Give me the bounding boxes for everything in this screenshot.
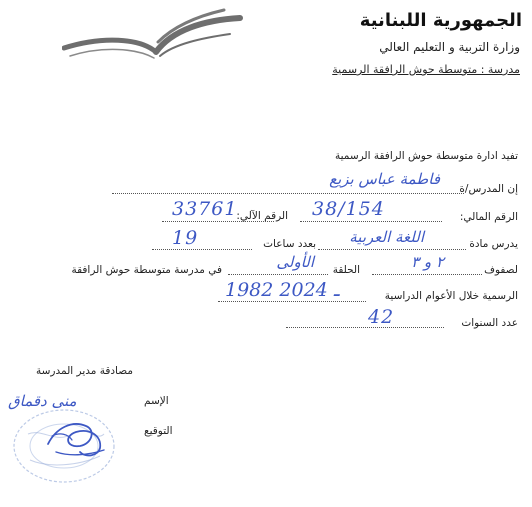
school-header: مدرسة : متوسطة حوش الرافقة الرسمية (332, 63, 520, 76)
computer-number-dotted-line (162, 221, 274, 222)
approval-name-handwritten: منى دقماق (8, 392, 77, 410)
count-handwritten: 42 (368, 306, 395, 328)
financial-number-label: الرقم المالي: (459, 211, 518, 223)
financial-number-dotted-line (300, 221, 442, 222)
principal-signature-icon (42, 410, 122, 462)
hours-label: بعدد ساعات (263, 238, 316, 250)
ministry-name: وزارة التربية و التعليم العالي (379, 40, 520, 54)
subject-handwritten: اللغة العربية (349, 228, 424, 246)
classes-handwritten: ٢ و ٣ (411, 253, 444, 271)
cycle-dotted-line (228, 274, 328, 275)
approval-title: مصادقة مدير المدرسة (36, 365, 133, 377)
computer-number-label: الرقم الآلي: (236, 210, 288, 222)
classes-dotted-line (372, 274, 482, 275)
teacher-name-handwritten: فاطمة عباس بزيع (329, 170, 440, 188)
in-school-label: في مدرسة متوسطة حوش الرافقة (71, 264, 222, 276)
cycle-label: الحلقة (332, 264, 360, 276)
signature-label: التوقيع (144, 425, 173, 437)
hours-handwritten: 19 (172, 227, 199, 249)
hours-dotted-line (152, 249, 252, 250)
years-handwritten: 1982 ـ 2024 (225, 279, 340, 301)
years-count-label: عدد السنوات (461, 317, 518, 329)
teaches-subject-label: يدرس مادة (469, 238, 518, 250)
ministry-logo-book-icon (62, 8, 252, 62)
count-dotted-line (286, 327, 444, 328)
years-dotted-line (218, 301, 366, 302)
subject-dotted-line (318, 249, 466, 250)
cycle-handwritten: الأولى (276, 253, 314, 271)
classes-label: لصفوف (484, 264, 518, 276)
country-title: الجمهورية اللبنانية (359, 10, 522, 31)
computer-number-handwritten: 33761 (172, 198, 238, 220)
intro-text: تفيد ادارة متوسطة حوش الرافقة الرسمية (334, 150, 518, 162)
teacher-dotted-line (112, 193, 464, 194)
financial-number-handwritten: 38/154 (312, 198, 385, 220)
years-label: الرسمية خلال الأعوام الدراسية (384, 290, 518, 302)
teacher-label: إن المدرس/ة (459, 183, 518, 195)
approval-name-label: الإسم (144, 395, 169, 407)
